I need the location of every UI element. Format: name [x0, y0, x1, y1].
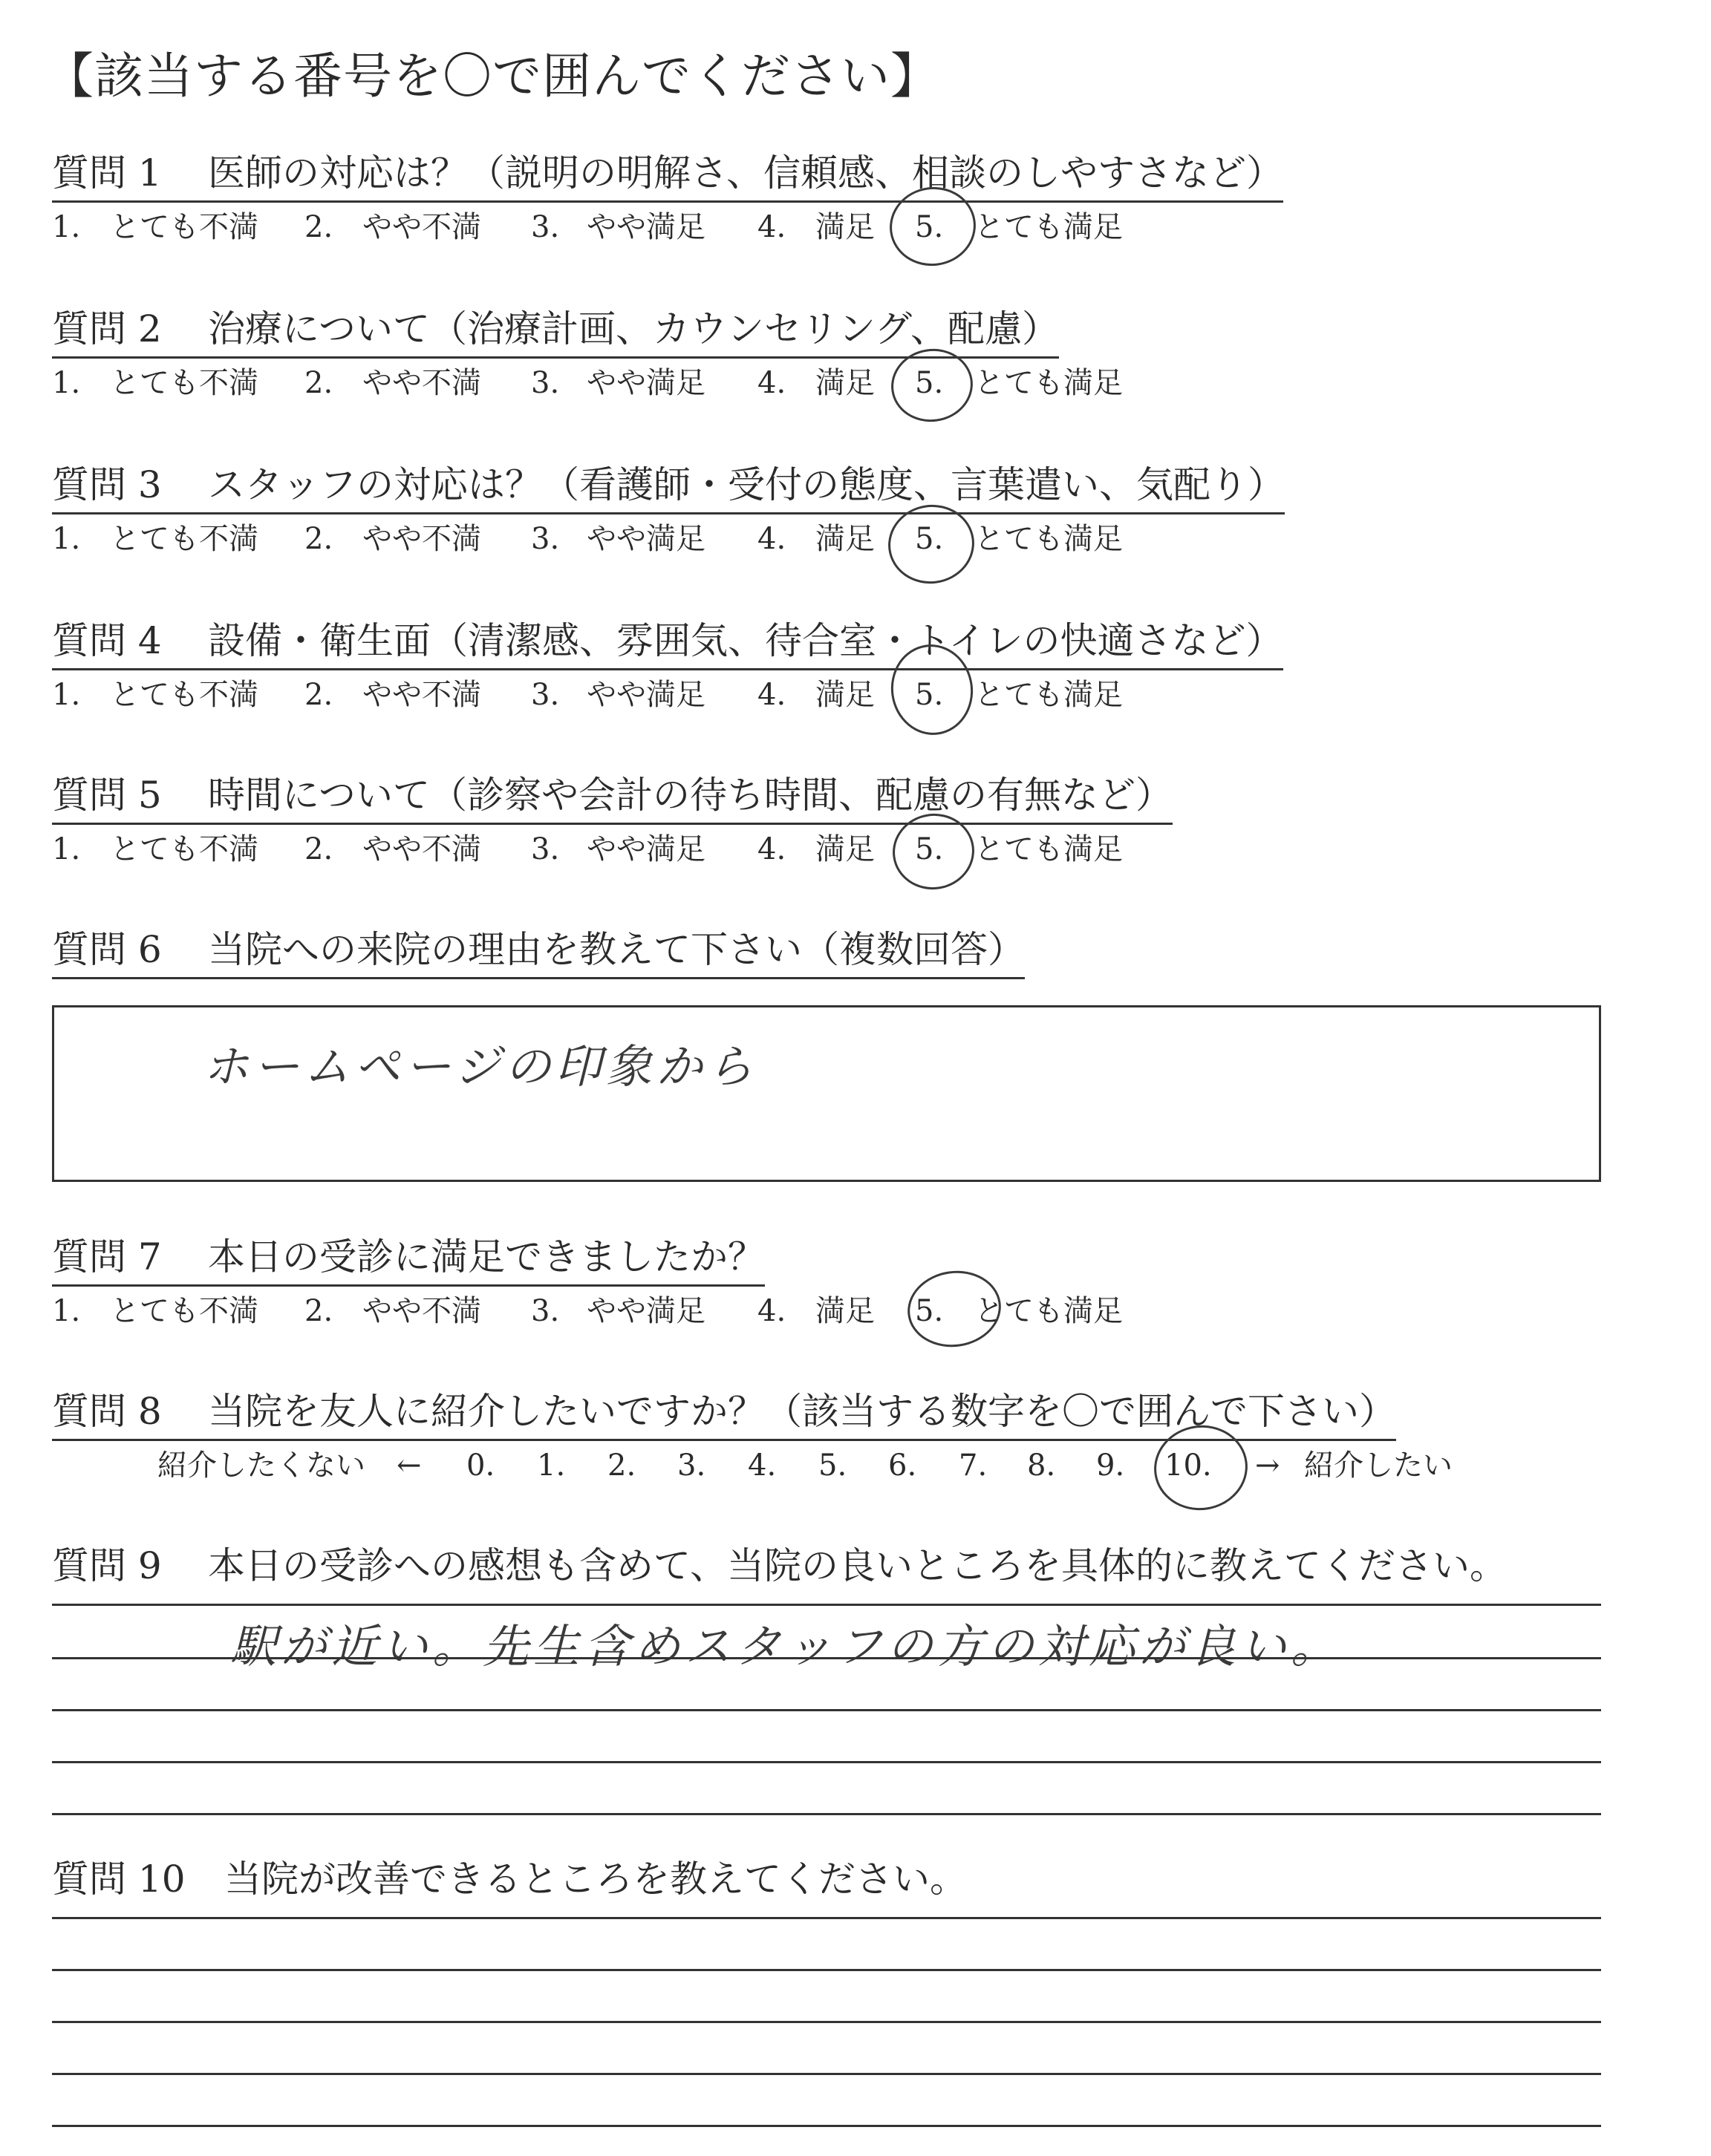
option-5-number[interactable]: 5. [915, 210, 944, 244]
question-5-text: 時間について（診察や会計の待ち時間、配慮の有無など） [208, 774, 1173, 817]
scale-value-10[interactable]: 10. [1164, 1448, 1212, 1483]
option-1-number: 1. [52, 210, 81, 244]
question-1-number: 質問 1 [52, 151, 162, 195]
question-4-heading [52, 616, 1283, 670]
question-7-number: 質問 7 [52, 1235, 162, 1278]
option-5-label: とても満足 [974, 1294, 1123, 1328]
question-3-heading [52, 460, 1285, 514]
option-1-number: 1. [52, 1294, 81, 1328]
answer-circle-mark [903, 1265, 1006, 1353]
option-2-label: やや不満 [362, 1294, 481, 1328]
page-title: 【該当する番号を〇で囲んでください】 [45, 48, 940, 105]
option-3-label: やや満足 [587, 832, 705, 866]
scale-value-4[interactable]: 4. [748, 1448, 777, 1483]
option-5-label: とても満足 [974, 678, 1123, 712]
option-3-number: 3. [531, 522, 560, 556]
question-5-number: 質問 5 [52, 774, 162, 817]
option-4-label: 満足 [815, 678, 875, 712]
question-9-heading [52, 1541, 1507, 1590]
scale-value-5[interactable]: 5. [818, 1448, 847, 1483]
scale-value-2[interactable]: 2. [607, 1448, 636, 1483]
option-1-label: とても不満 [110, 1294, 258, 1328]
scale-right-arrow: → [1255, 1448, 1280, 1483]
option-4-label: 満足 [815, 1294, 875, 1328]
option-1-label: とても不満 [110, 522, 258, 556]
option-5-number[interactable]: 5. [915, 522, 944, 556]
question-10-text: 当院が改善できるところを教えてください。 [224, 1858, 967, 1901]
option-2-label: やや不満 [362, 678, 481, 712]
scale-left-arrow: ← [397, 1448, 422, 1483]
option-1-number: 1. [52, 832, 81, 866]
option-5-label: とても満足 [974, 366, 1123, 400]
option-2-number: 2. [304, 522, 333, 556]
question-10-heading [52, 1855, 967, 1904]
scale-value-6[interactable]: 6. [888, 1448, 917, 1483]
option-5-number[interactable]: 5. [915, 678, 944, 712]
option-3-number: 3. [531, 1294, 560, 1328]
option-2-label: やや不満 [362, 366, 481, 400]
option-4-label: 満足 [815, 366, 875, 400]
option-4-number: 4. [757, 522, 786, 556]
question-4-number: 質問 4 [52, 619, 162, 662]
question-9-text: 本日の受診への感想も含めて、当院の良いところを具体的に教えてください。 [208, 1544, 1507, 1587]
option-4-number: 4. [757, 210, 786, 244]
option-3-label: やや満足 [587, 210, 705, 244]
answer-line[interactable] [52, 1761, 1601, 1763]
answer-line[interactable] [52, 1657, 1601, 1659]
answer-line[interactable] [52, 1709, 1601, 1711]
question-7-text: 本日の受診に満足できましたか？ [208, 1235, 765, 1278]
option-1-label: とても不満 [110, 366, 258, 400]
question-9-number: 質問 9 [52, 1544, 162, 1587]
option-4-number: 4. [757, 678, 786, 712]
option-5-number[interactable]: 5. [915, 832, 944, 866]
option-2-number: 2. [304, 366, 333, 400]
scale-value-0[interactable]: 0. [466, 1448, 495, 1483]
option-1-label: とても不満 [110, 678, 258, 712]
option-2-label: やや不満 [362, 522, 481, 556]
option-3-number: 3. [531, 210, 560, 244]
answer-line[interactable] [52, 1969, 1601, 1971]
question-6-number: 質問 6 [52, 928, 162, 971]
question-6-answer-box[interactable] [52, 1005, 1601, 1182]
option-3-number: 3. [531, 366, 560, 400]
question-5-heading [52, 771, 1173, 825]
scale-value-1[interactable]: 1. [537, 1448, 566, 1483]
option-2-number: 2. [304, 1294, 333, 1328]
scale-right-label: 紹介したい [1304, 1448, 1453, 1483]
option-1-number: 1. [52, 522, 81, 556]
option-3-label: やや満足 [587, 366, 705, 400]
option-1-label: とても不満 [110, 832, 258, 866]
option-3-label: やや満足 [587, 678, 705, 712]
option-4-label: 満足 [815, 522, 875, 556]
answer-line[interactable] [52, 1917, 1601, 1919]
answer-line[interactable] [52, 2021, 1601, 2023]
option-3-number: 3. [531, 678, 560, 712]
scale-value-3[interactable]: 3. [677, 1448, 706, 1483]
option-2-number: 2. [304, 210, 333, 244]
scale-value-7[interactable]: 7. [959, 1448, 988, 1483]
question-2-text: 治療について（治療計画、カウンセリング、配慮） [208, 307, 1059, 350]
option-3-number: 3. [531, 832, 560, 866]
option-4-label: 満足 [815, 210, 875, 244]
question-2-number: 質問 2 [52, 307, 162, 350]
question-6-handwritten-answer: ホームページの印象から [203, 1039, 757, 1094]
scale-left-label: 紹介したくない [157, 1448, 365, 1483]
option-2-number: 2. [304, 678, 333, 712]
answer-line[interactable] [52, 2073, 1601, 2075]
option-2-label: やや不満 [362, 210, 481, 244]
question-3-text: スタッフの対応は？（看護師・受付の態度、言葉遣い、気配り） [208, 463, 1285, 506]
question-6-heading [52, 925, 1025, 979]
option-1-number: 1. [52, 678, 81, 712]
option-5-number[interactable]: 5. [915, 1294, 944, 1328]
option-2-label: やや不満 [362, 832, 481, 866]
option-5-number[interactable]: 5. [915, 366, 944, 400]
scale-value-8[interactable]: 8. [1027, 1448, 1056, 1483]
question-6-text: 当院への来院の理由を教えて下さい（複数回答） [208, 928, 1025, 971]
question-3-number: 質問 3 [52, 463, 162, 506]
option-5-label: とても満足 [974, 832, 1123, 866]
option-4-label: 満足 [815, 832, 875, 866]
option-2-number: 2. [304, 832, 333, 866]
option-4-number: 4. [757, 832, 786, 866]
answer-line[interactable] [52, 2125, 1601, 2127]
question-4-text: 設備・衛生面（清潔感、雰囲気、待合室・トイレの快適さなど） [208, 619, 1283, 662]
question-8-text: 当院を友人に紹介したいですか？（該当する数字を〇で囲んで下さい） [208, 1390, 1396, 1433]
option-5-label: とても満足 [974, 210, 1123, 244]
option-5-label: とても満足 [974, 522, 1123, 556]
question-7-heading [52, 1232, 765, 1287]
answer-line [52, 1604, 1601, 1606]
option-1-number: 1. [52, 366, 81, 400]
question-1-text: 医師の対応は？（説明の明解さ、信頼感、相談のしやすさなど） [208, 151, 1283, 195]
option-3-label: やや満足 [587, 1294, 705, 1328]
option-4-number: 4. [757, 366, 786, 400]
option-1-label: とても不満 [110, 210, 258, 244]
scale-value-9[interactable]: 9. [1096, 1448, 1125, 1483]
question-10-number: 質問 10 [52, 1858, 186, 1901]
question-9-handwritten-answer: 駅が近い。先生含めスタッフの方の対応が良い。 [230, 1619, 1342, 1673]
question-2-heading [52, 304, 1059, 359]
answer-line[interactable] [52, 1813, 1601, 1815]
option-3-label: やや満足 [587, 522, 705, 556]
question-8-number: 質問 8 [52, 1390, 162, 1433]
option-4-number: 4. [757, 1294, 786, 1328]
question-1-heading [52, 148, 1283, 203]
